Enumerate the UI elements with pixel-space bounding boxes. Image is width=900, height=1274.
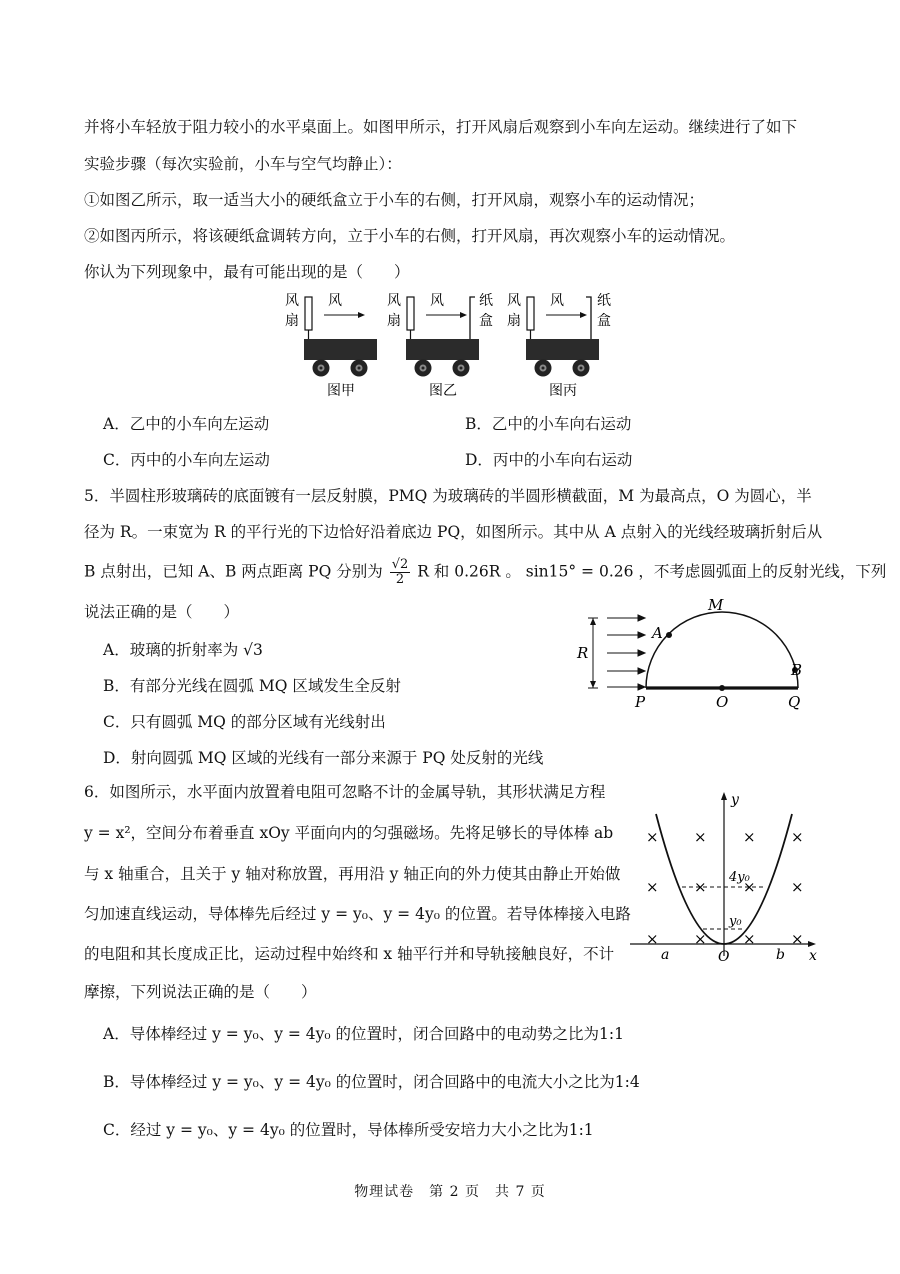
page-footer: 物理试卷 第 2 页 共 7 页	[354, 1184, 546, 1200]
fan-label-2b: 扇	[387, 313, 401, 329]
fan-label-1a: 风	[285, 293, 299, 309]
q4-text-line-1: 并将小车轻放于阻力较小的水平桌面上。如图甲所示，打开风扇后观察到小车向左运动。继续进行了如下	[84, 118, 798, 136]
q6-option-c[interactable]: C．经过 y = y₀、y = 4y₀ 的位置时，导体棒所受安培力大小之比为1:1	[103, 1121, 594, 1139]
label-R: R	[577, 644, 589, 662]
label-A: A	[652, 624, 663, 642]
wind-label-1: 风	[328, 293, 342, 309]
fan-label-2a: 风	[387, 293, 401, 309]
cart-bing	[507, 293, 611, 399]
box-label-2b: 盒	[479, 313, 493, 329]
q6-figure-parabola-rails	[626, 784, 826, 964]
cross-mark: ×	[791, 930, 804, 948]
q5-text-line-2: 径为 R。一束宽为 R 的平行光的下边恰好沿着底边 PQ，如图所示。其中从 A 点射入的光线经玻璃折射后从	[84, 523, 823, 541]
label-B: B	[790, 661, 802, 679]
label-b: b	[776, 947, 785, 963]
fraction-denominator: 2	[395, 572, 405, 587]
q6-text-line-3: 与 x 轴重合，且关于 y 轴对称放置，再用沿 y 轴正向的外力使其由静止开始做	[84, 865, 621, 883]
fraction-sqrt2-over-2	[390, 558, 411, 587]
q4-step-1: ①如图乙所示，取一适当大小的硬纸盒立于小车的右侧，打开风扇，观察小车的运动情况；	[84, 191, 705, 209]
fan-label-1b: 扇	[285, 313, 299, 329]
label-a: a	[661, 947, 670, 963]
q5-text-line-1: 5．半圆柱形玻璃砖的底面镀有一层反射膜，PMQ 为玻璃砖的半圆形横截面，M 为最高点，O 为圆心，半	[84, 487, 812, 505]
label-M: M	[708, 596, 724, 614]
label-O: O	[716, 693, 729, 711]
cross-mark: ×	[694, 828, 707, 846]
cross-mark: ×	[791, 828, 804, 846]
q5-line3-end: R 和 0.26R 。 sin15° = 0.26 ，不考虑圆弧面上的反射光线，下列	[417, 562, 887, 581]
q4-text-line-2: 实验步骤（每次实验前，小车与空气均静止）：	[84, 155, 402, 173]
q5-option-d[interactable]: D．射向圆弧 MQ 区域的光线有一部分来源于 PQ 处反射的光线	[103, 749, 544, 767]
cart-yi	[387, 293, 493, 399]
cross-mark: ×	[743, 878, 756, 896]
q6-text-line-6: 摩擦，下列说法正确的是（ ）	[84, 983, 317, 1001]
figure-label-yi: 图乙	[429, 383, 457, 399]
magnetic-field-crosses	[646, 828, 804, 948]
q5-line3-start: B 点射出，已知 A、B 两点距离 PQ 分别为	[84, 562, 383, 581]
q4-option-b[interactable]: B．乙中的小车向右运动	[465, 415, 632, 433]
q5-text-line-3	[84, 558, 886, 587]
q5-option-c[interactable]: C．只有圆弧 MQ 的部分区域有光线射出	[103, 713, 386, 731]
wind-label-2: 风	[430, 293, 444, 309]
box-label-2a: 纸	[479, 293, 493, 309]
label-origin: O	[718, 949, 730, 965]
cross-mark: ×	[743, 828, 756, 846]
cross-mark: ×	[646, 930, 659, 948]
figure-label-jia: 图甲	[327, 383, 355, 399]
wind-label-3: 风	[550, 293, 564, 309]
fan-label-3b: 扇	[507, 313, 521, 329]
axis-label-x: x	[809, 948, 817, 964]
q5-text-line-4: 说法正确的是（ ）	[84, 603, 240, 621]
q4-figure-fan-carts	[282, 288, 611, 400]
label-Q: Q	[788, 693, 801, 711]
q4-option-d[interactable]: D．丙中的小车向右运动	[465, 451, 633, 469]
label-P: P	[635, 693, 646, 711]
q6-option-b[interactable]: B．导体棒经过 y = y₀、y = 4y₀ 的位置时，闭合回路中的电流大小之比为1:4	[103, 1073, 640, 1091]
label-4y0: 4y₀	[729, 870, 750, 885]
q5-figure-semicircle	[574, 597, 804, 712]
box-label-3b: 盒	[597, 313, 611, 329]
fraction-numerator: √2	[391, 557, 409, 572]
q6-text-line-1: 6．如图所示，水平面内放置着电阻可忽略不计的金属导轨，其形状满足方程	[84, 783, 606, 801]
q5-option-b[interactable]: B．有部分光线在圆弧 MQ 区域发生全反射	[103, 677, 401, 695]
cross-mark: ×	[791, 878, 804, 896]
q6-option-a[interactable]: A．导体棒经过 y = y₀、y = 4y₀ 的位置时，闭合回路中的电动势之比为1:1	[103, 1025, 624, 1043]
q5-option-a[interactable]: A．玻璃的折射率为 √3	[103, 641, 263, 659]
q6-text-line-4: 匀加速直线运动，导体棒先后经过 y = y₀、y = 4y₀ 的位置。若导体棒接入电路	[84, 905, 631, 923]
box-label-3a: 纸	[597, 293, 611, 309]
axis-label-y: y	[731, 792, 739, 808]
cross-mark: ×	[646, 828, 659, 846]
cart-jia	[285, 293, 377, 399]
q4-option-c[interactable]: C．丙中的小车向左运动	[103, 451, 270, 469]
q4-step-2: ②如图丙所示，将该硬纸盒调转方向，立于小车的右侧，打开风扇，再次观察小车的运动情况。	[84, 227, 736, 245]
cross-mark: ×	[646, 878, 659, 896]
q6-text-line-2: y = x²，空间分布着垂直 xOy 平面向内的匀强磁场。先将足够长的导体棒 ab	[84, 824, 614, 842]
cross-mark: ×	[694, 930, 707, 948]
fan-label-3a: 风	[507, 293, 521, 309]
q4-question: 你认为下列现象中，最有可能出现的是（ ）	[84, 263, 410, 281]
cross-mark: ×	[694, 878, 707, 896]
label-y0: y₀	[729, 914, 742, 929]
figure-label-bing: 图丙	[549, 383, 577, 399]
cross-mark: ×	[743, 930, 756, 948]
q6-text-line-5: 的电阻和其长度成正比，运动过程中始终和 x 轴平行并和导轨接触良好，不计	[84, 945, 615, 963]
q4-option-a[interactable]: A．乙中的小车向左运动	[103, 415, 270, 433]
